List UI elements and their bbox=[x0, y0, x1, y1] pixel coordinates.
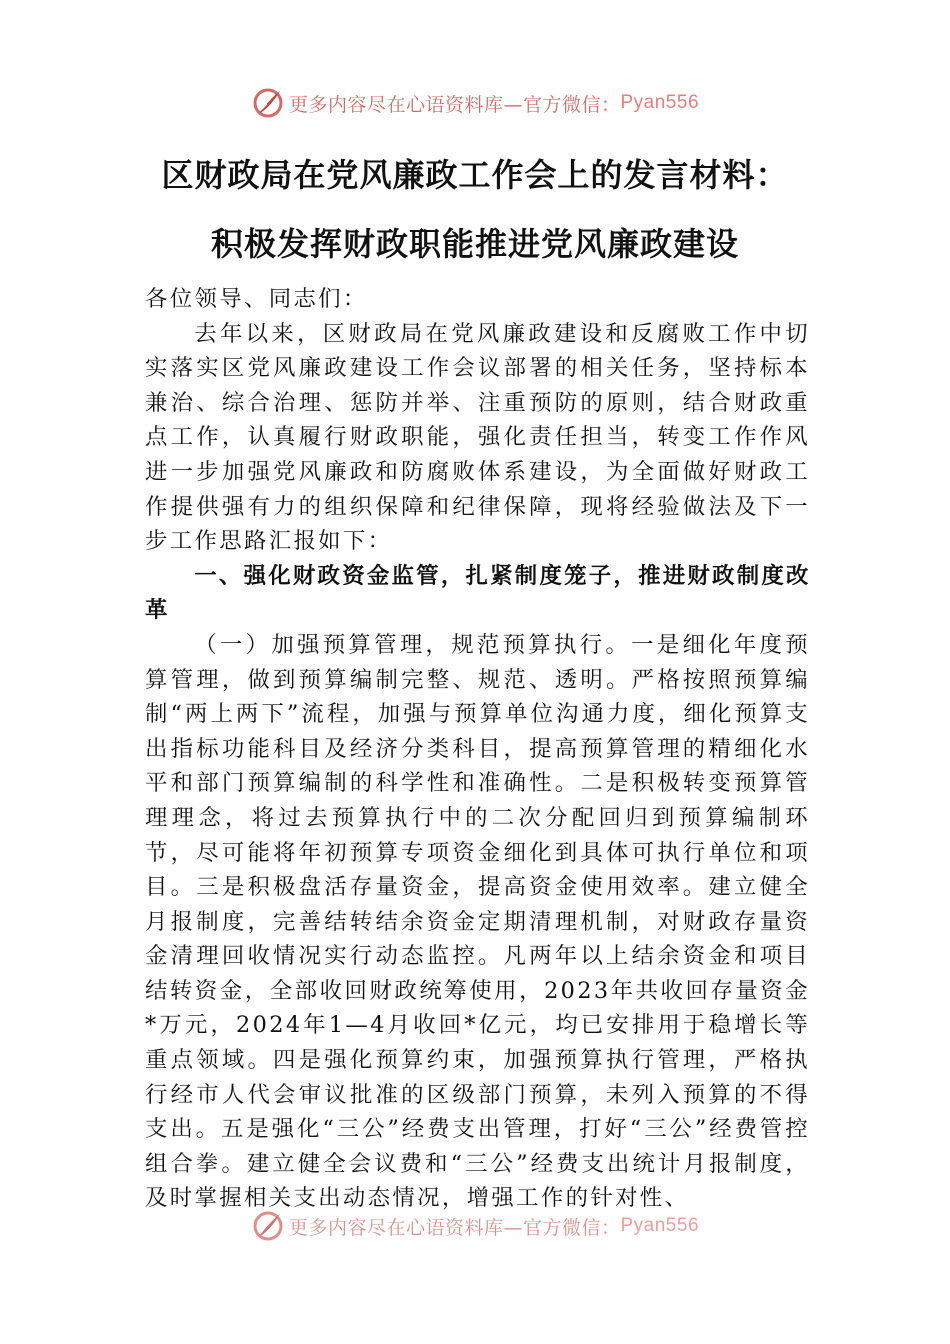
section-1-heading: 一、强化财政资金监管，扎紧制度笼子，推进财政制度改革 bbox=[145, 562, 810, 624]
watermark-wechat-id: Pyan556 bbox=[620, 92, 700, 113]
feather-pen-logo-icon bbox=[251, 86, 285, 120]
intro-paragraph: 去年以来，区财政局在党风廉政建设和反腐败工作中切实落实区党风廉政建设工作会议部署的相关任务，坚持标本兼治、综合治理、惩防并举、注重预防的原则，结合财政重点工作，认真履行财政职能，强化责任担当，转变工作作风进一步加强党风廉政和防腐败体系建设，为全面做好财政工作提供强有力的组织保障和纪律保障，现将经验做法及下一步工作思路汇报如下： bbox=[145, 320, 810, 555]
watermark-text: 更多内容尽在心语资料库—官方微信： bbox=[288, 1216, 621, 1239]
watermark-footer bbox=[0, 1209, 950, 1243]
document-title-line-1: 区财政局在党风廉政工作会上的发言材料： bbox=[161, 156, 789, 194]
document-body bbox=[145, 282, 810, 1216]
salutation: 各位领导、同志们： bbox=[145, 286, 368, 312]
watermark-header bbox=[0, 86, 950, 120]
feather-pen-logo-icon bbox=[251, 1209, 285, 1243]
section-1-paragraph-1: （一）加强预算管理，规范预算执行。一是细化年度预算管理，做到预算编制完整、规范、透明。严格按照预算编制“两上两下”流程，加强与预算单位沟通力度，细化预算支出指标功能科目及经济分类科目，提高预算管理的精细化水平和部门预算编制的科学性和准确性。二是积极转变预算管理理念，将过去预算执行中的二次分配回归到预算编制环节，尽可能将年初预算专项资金细化到具体可执行单位和项目。三是积极盘活存量资金，提高资金使用效率。建立健全月报制度，完善结转结余资金定期清理机制，对财政存量资金清理回收情况实行动态监控。凡两年以上结余资金和项目结转资金，全部收回财政统筹使用，2023年共收回存量资金*万元，2024年1—4月收回*亿元，均已安排用于稳增长等重点领域。四是强化预算约束，加强预算执行管理，严格执行经市人代会审议批准的区级部门预算，未列入预算的不得支出。五是强化“三公”经费支出管理，打好“三公”经费管控组合拳。建立健全会议费和“三公”经费支出统计月报制度，及时掌握相关支出动态情况，增强工作的针对性、 bbox=[145, 631, 810, 1212]
document-title-line-2: 积极发挥财政职能推进党风廉政建设 bbox=[210, 225, 739, 263]
watermark-wechat-id: Pyan556 bbox=[620, 1215, 700, 1236]
watermark-text: 更多内容尽在心语资料库—官方微信： bbox=[288, 93, 621, 116]
